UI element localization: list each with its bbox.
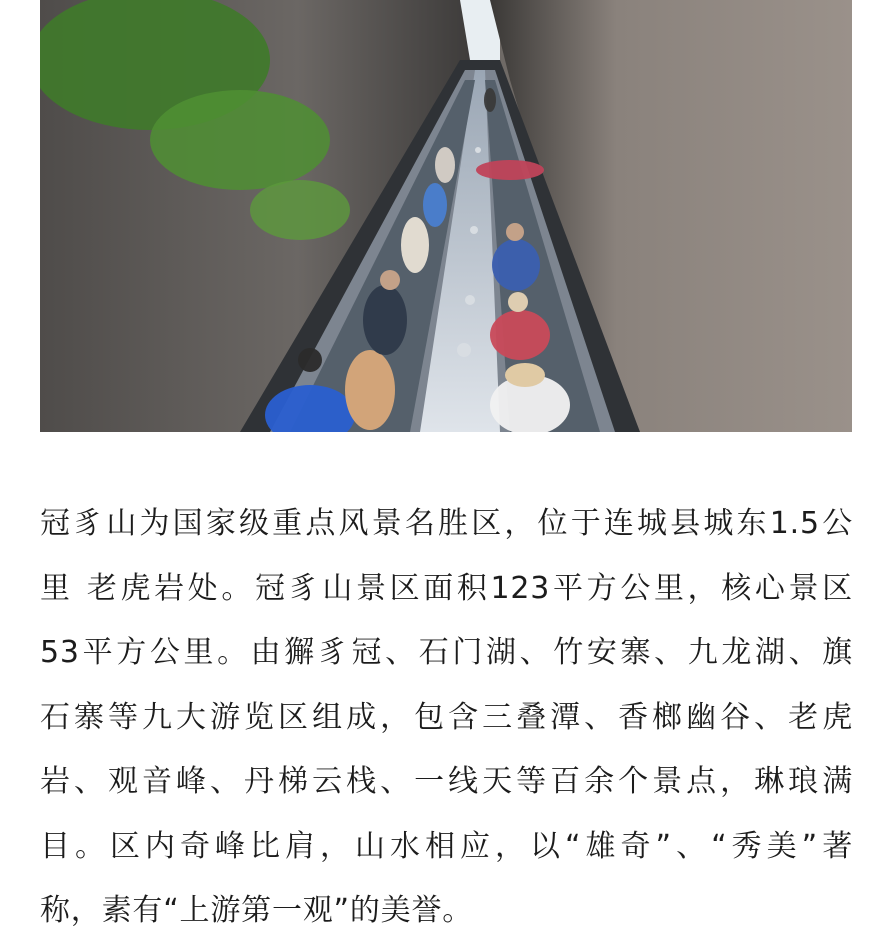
article-line: 冠豸山为国家级重点风景名胜区，位于连城县城东1.5公 [40, 506, 853, 541]
escalator-canyon-photo [40, 0, 852, 432]
article-line: 石寨等九大游览区组成，包含三叠潭、香榔幽谷、老虎 [40, 699, 853, 735]
article-line: 岩、观音峰、丹梯云栈、一线天等百余个景点，琳琅满 [40, 764, 853, 799]
article-body [40, 492, 853, 944]
article-line: 称，素有“上游第一观”的美誉。 [40, 893, 474, 928]
scenic-photo [40, 0, 852, 432]
article-line: 目。区内奇峰比肩，山水相应，以“雄奇”、“秀美”著 [40, 828, 853, 864]
article-line: 里 老虎岩处。冠豸山景区面积123平方公里，核心景区 [40, 570, 853, 606]
article-line: 53平方公里。由獬豸冠、石门湖、竹安寨、九龙湖、旗 [40, 635, 853, 670]
